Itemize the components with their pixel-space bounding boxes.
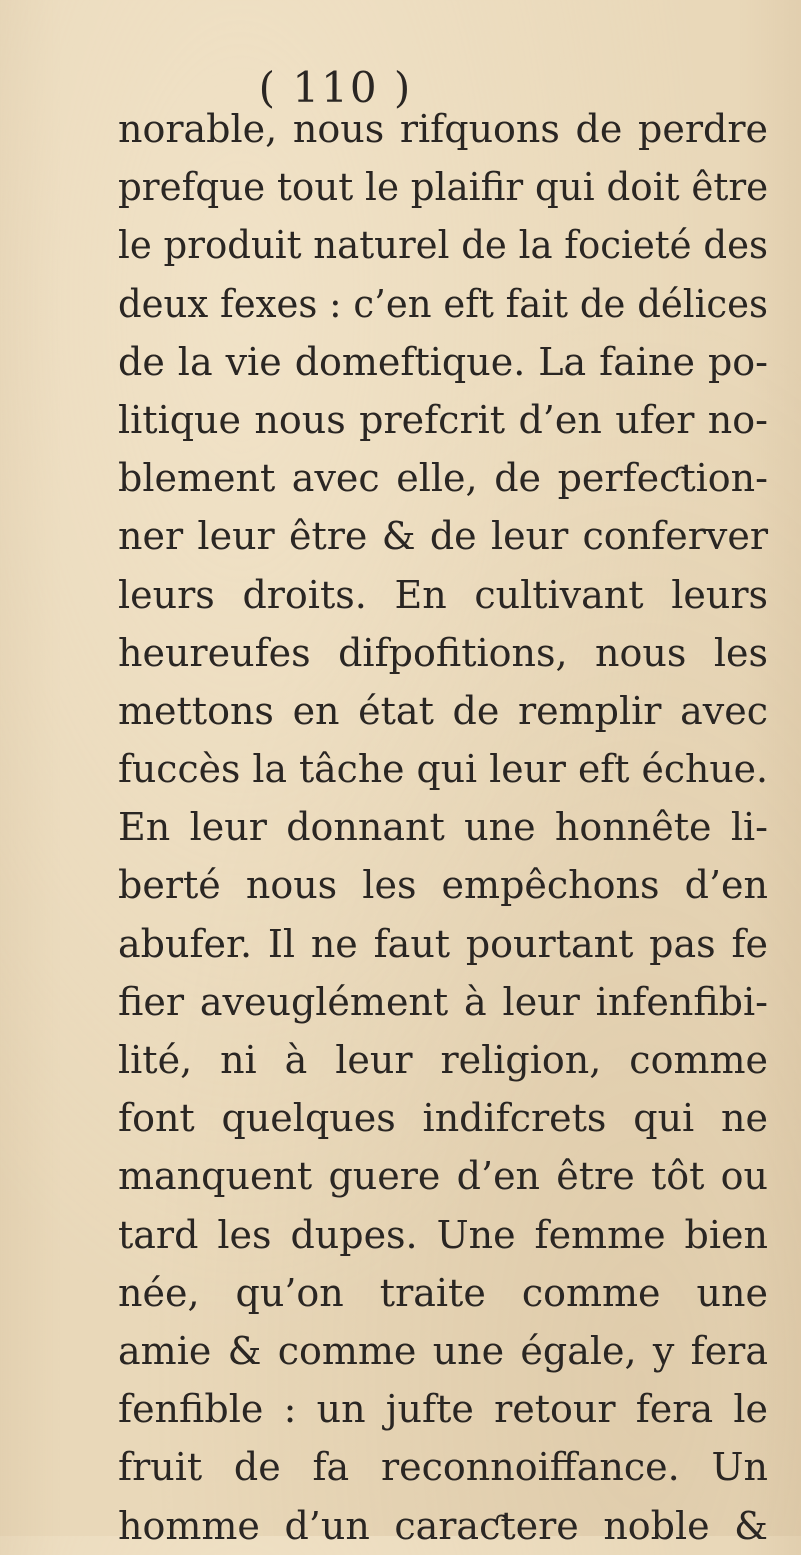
text-line-20: tard les dupes. Une femme bien	[118, 1212, 768, 1257]
text-line-8: ner leur être & de leur conferver	[118, 514, 768, 559]
text-line-4: deux fexes : c’en eft fait de délices	[118, 281, 768, 326]
text-line-23: fenfible : un jufte retour fera le	[118, 1387, 768, 1432]
text-line-6: litique nous prefcrit d’en ufer no-	[118, 397, 768, 442]
text-line-11: mettons en état de remplir avec	[118, 688, 768, 733]
text-line-22: amie & comme une égale, y fera	[118, 1328, 768, 1373]
text-line-21: née, qu’on traite comme une	[118, 1270, 768, 1315]
text-line-1: norable, nous rifquons de perdre	[118, 107, 768, 151]
text-line-19: manquent guere d’en être tôt ou	[118, 1154, 768, 1199]
text-line-2: prefque tout le plaifir qui doit être	[118, 165, 769, 210]
text-line-25: homme d’un caraƈtere noble &	[118, 1503, 768, 1548]
text-line-18: font quelques indifcrets qui ne	[118, 1096, 768, 1141]
text-line-10: heureufes difpofitions, nous les	[118, 630, 768, 675]
text-line-7: blement avec elle, de perfeƈtion-	[118, 456, 768, 501]
text-line-13: En leur donnant une honnête li-	[118, 805, 768, 850]
text-line-14: berté nous les empêchons d’en	[118, 863, 768, 908]
body-text	[118, 100, 768, 1555]
text-line-5: de la vie domeftique. La faine po-	[118, 339, 768, 384]
text-line-17: lité, ni à leur religion, comme	[118, 1038, 768, 1082]
page-number: ( 110 )	[258, 63, 413, 112]
text-line-9: leurs droits. En cultivant leurs	[118, 572, 768, 617]
text-line-24: fruit de fa reconnoiffance. Un	[118, 1445, 768, 1490]
text-line-12: fuccès la tâche qui leur eft échue.	[118, 747, 768, 792]
text-line-16: fier aveuglément à leur infenfibi-	[118, 979, 768, 1024]
text-line-3: le produit naturel de la focieté des	[118, 223, 768, 268]
text-line-15: abufer. Il ne faut pourtant pas fe	[118, 921, 768, 966]
